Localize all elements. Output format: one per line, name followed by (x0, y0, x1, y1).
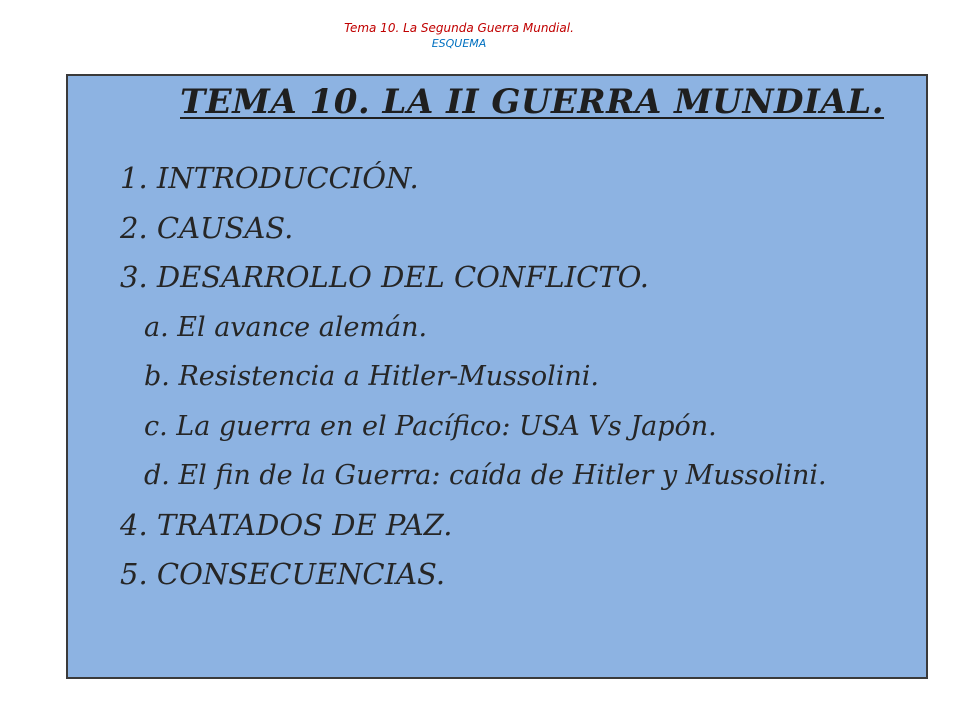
page-header (0, 20, 918, 52)
outline-panel (66, 74, 928, 679)
outline-item-causas: 2. CAUSAS. (120, 210, 294, 245)
outline-subitem-avance-aleman: a. El avance alemán. (144, 311, 428, 343)
outline-subitem-resistencia: b. Resistencia a Hitler-Mussolini. (144, 361, 599, 392)
outline-list (120, 154, 827, 600)
panel-title: TEMA 10. LA II GUERRA MUNDIAL. (180, 82, 885, 122)
header-title: Tema 10. La Segunda Guerra Mundial. (344, 21, 574, 35)
outline-item-desarrollo: 3. DESARROLLO DEL CONFLICTO. (120, 260, 649, 294)
outline-subitem-fin-guerra: d. El fin de la Guerra: caída de Hitler y Mussolini. (144, 460, 827, 491)
outline-item-introduccion: 1. INTRODUCCIÓN. (120, 161, 419, 195)
outline-item-consecuencias: 5. CONSECUENCIAS. (120, 557, 446, 591)
outline-item-tratados: 4. TRATADOS DE PAZ. (120, 507, 453, 542)
header-subtitle: ESQUEMA (431, 37, 487, 50)
outline-subitem-guerra-pacifico: c. La guerra en el Pacífico: USA Vs Japón. (144, 410, 717, 442)
